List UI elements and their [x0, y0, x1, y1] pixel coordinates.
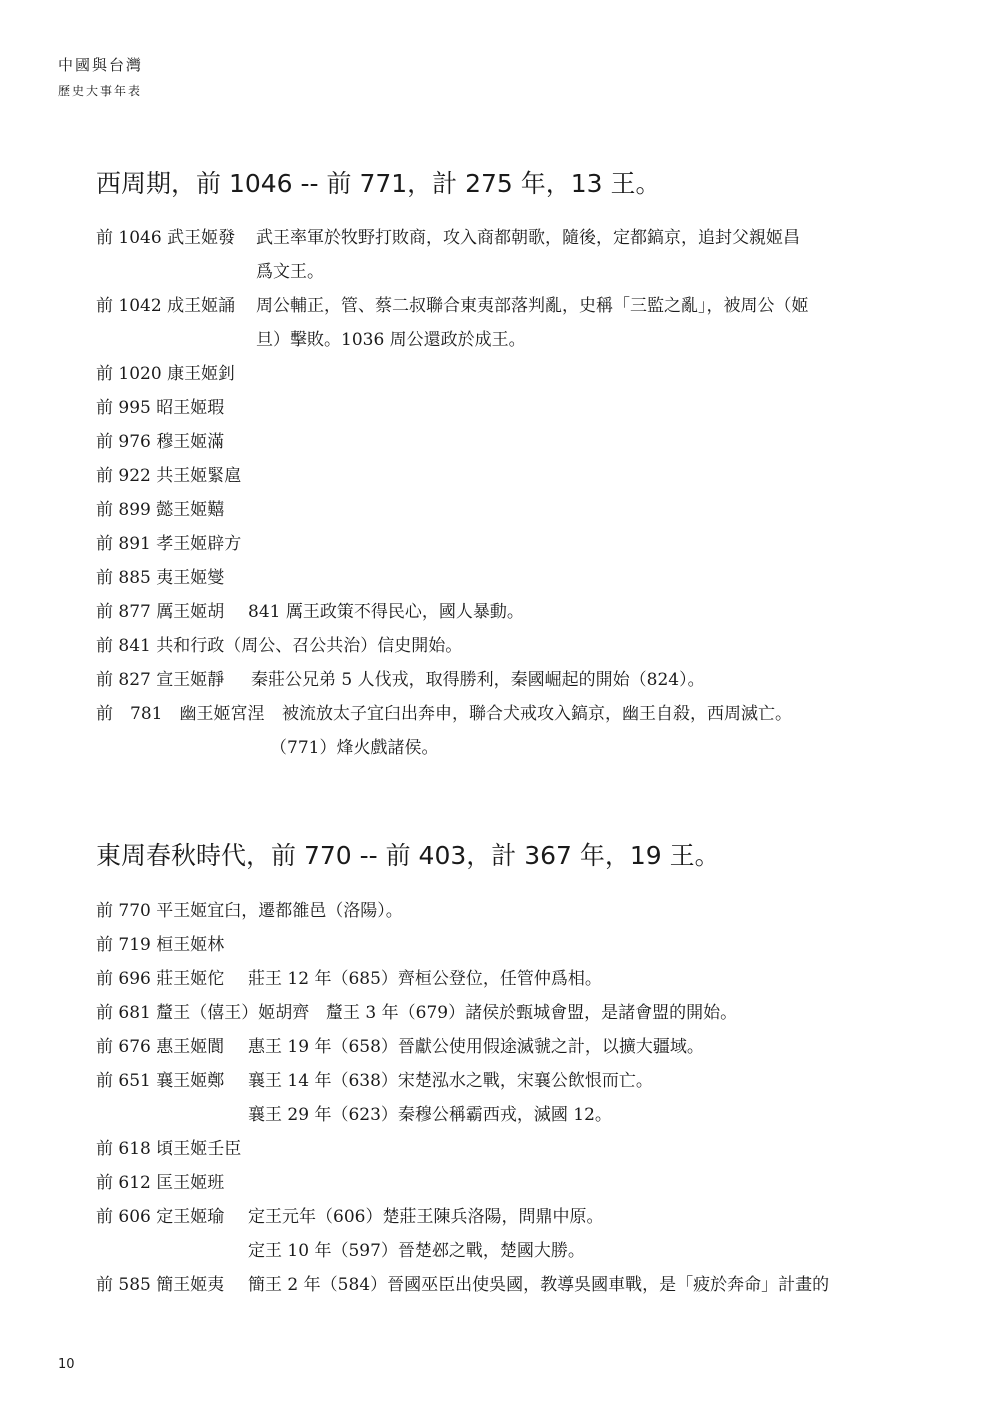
entry-desc: [248, 962, 926, 996]
entry-head: 前 976 穆王姬滿: [96, 432, 225, 452]
list-item: [96, 527, 926, 561]
entry-desc-line: 惠王 19 年（658）晉獻公使用假途滅虢之計，以擴大疆域。: [248, 1037, 704, 1057]
entry-head: 前 841 共和行政（周公、召公共治）信史開始。: [96, 636, 463, 656]
entry-desc: [256, 289, 926, 357]
list-item: [96, 996, 926, 1030]
list-item: [96, 962, 926, 996]
entry-desc-line: 被流放太子宜臼出奔申，聯合犬戒攻入鎬京，幽王自殺，西周滅亡。: [282, 704, 792, 724]
list-item: [96, 697, 926, 765]
entry-desc-line: （771）烽火戲諸侯。: [270, 738, 439, 758]
page-number: 10: [58, 1357, 75, 1372]
section-heading-western-zhou: 西周期，前 1046 -- 前 771，計 275 年，13 王。: [96, 169, 661, 198]
entry-head: 前 770 平王姬宜臼，遷都雒邑（洛陽）。: [96, 901, 403, 921]
list-item: [96, 289, 926, 357]
entry-head: 前 676 惠王姬閬: [96, 1037, 225, 1057]
entry-desc-line: 武王率軍於牧野打敗商，攻入商都朝歌，隨後，定都鎬京，追封父親姬昌: [256, 228, 800, 248]
entry-desc: [256, 221, 926, 289]
list-item: [96, 928, 926, 962]
entry-head: 前 719 桓王姬林: [96, 935, 225, 955]
list-item: [96, 493, 926, 527]
list-item: [96, 561, 926, 595]
entry-desc-line: 爲文王。: [256, 262, 324, 282]
list-item: [96, 1030, 926, 1064]
book-title: 中國與台灣: [58, 56, 144, 74]
entry-desc-line: 841 厲王政策不得民心，國人暴動。: [248, 602, 524, 622]
section-heading-spring-autumn: 東周春秋時代，前 770 -- 前 403，計 367 年，19 王。: [96, 841, 720, 870]
entry-head: 前 877 厲王姬胡: [96, 602, 225, 622]
entry-desc: [326, 996, 926, 1030]
entry-desc-line: 定王 10 年（597）晉楚邲之戰，楚國大勝。: [248, 1241, 585, 1261]
entry-head: 前 995 昭王姬瑕: [96, 398, 225, 418]
entry-desc-line: 旦）擊敗。1036 周公還政於成王。: [256, 330, 526, 350]
entry-head: 前 885 夷王姬燮: [96, 568, 225, 588]
entry-head: 前 612 匡王姬班: [96, 1173, 225, 1193]
list-item: [96, 894, 926, 928]
entry-head: 前 781 幽王姬宮涅: [96, 704, 265, 724]
entry-list-spring-autumn: [96, 894, 926, 1302]
list-item: [96, 595, 926, 629]
entry-head: 前 681 釐王（僖王）姬胡齊: [96, 1003, 310, 1023]
entry-desc: [248, 1268, 926, 1302]
entry-desc-line: 周公輔正，管、蔡二叔聯合東夷部落判亂，史稱「三監之亂」，被周公（姬: [256, 296, 809, 316]
list-item: [96, 391, 926, 425]
entry-desc-line: 釐王 3 年（679）諸侯於甄城會盟，是諸會盟的開始。: [326, 1003, 738, 1023]
book-subtitle: 歷史大事年表: [58, 84, 143, 98]
list-item: [96, 459, 926, 493]
list-item: [96, 1200, 926, 1268]
entry-head: 前 651 襄王姬鄭: [96, 1071, 225, 1091]
entry-head: 前 618 頃王姬壬臣: [96, 1139, 242, 1159]
entry-desc-line: 秦莊公兄弟 5 人伐戎，取得勝利，秦國崛起的開始（824）。: [251, 670, 705, 690]
entry-head: 前 1042 成王姬誦: [96, 296, 236, 316]
entry-desc: [251, 663, 926, 697]
entry-head: 前 585 簡王姬夷: [96, 1275, 225, 1295]
list-item: [96, 629, 926, 663]
entry-desc: [248, 1064, 926, 1132]
list-item: [96, 357, 926, 391]
entry-desc-line: 簡王 2 年（584）晉國巫臣出使吳國，教導吳國車戰，是「疲於奔命」計畫的: [248, 1275, 830, 1295]
entry-desc: [248, 1200, 926, 1268]
entry-head: 前 891 孝王姬辟方: [96, 534, 242, 554]
entry-head: 前 696 莊王姬佗: [96, 969, 225, 989]
entry-head: 前 899 懿王姬囏: [96, 500, 225, 520]
list-item: [96, 663, 926, 697]
entry-list-western-zhou: [96, 221, 926, 765]
list-item: [96, 221, 926, 289]
entry-desc-line: 襄王 14 年（638）宋楚泓水之戰，宋襄公飲恨而亡。: [248, 1071, 653, 1091]
running-head: [58, 58, 143, 97]
list-item: [96, 1268, 926, 1302]
entry-head: 前 1020 康王姬釗: [96, 364, 236, 384]
list-item: [96, 425, 926, 459]
list-item: [96, 1132, 926, 1166]
list-item: [96, 1064, 926, 1132]
entry-desc-line: 莊王 12 年（685）齊桓公登位，任管仲爲相。: [248, 969, 602, 989]
entry-head: 前 606 定王姬瑜: [96, 1207, 225, 1227]
entry-head: 前 922 共王姬緊扈: [96, 466, 242, 486]
entry-desc: [270, 697, 926, 765]
entry-head: 前 1046 武王姬發: [96, 228, 236, 248]
entry-desc: [248, 1030, 926, 1064]
entry-desc-line: 定王元年（606）楚莊王陳兵洛陽，問鼎中原。: [248, 1207, 604, 1227]
list-item: [96, 1166, 926, 1200]
entry-head: 前 827 宣王姬靜: [96, 670, 225, 690]
entry-desc: [248, 595, 926, 629]
entry-desc-line: 襄王 29 年（623）秦穆公稱霸西戎，滅國 12。: [248, 1105, 612, 1125]
